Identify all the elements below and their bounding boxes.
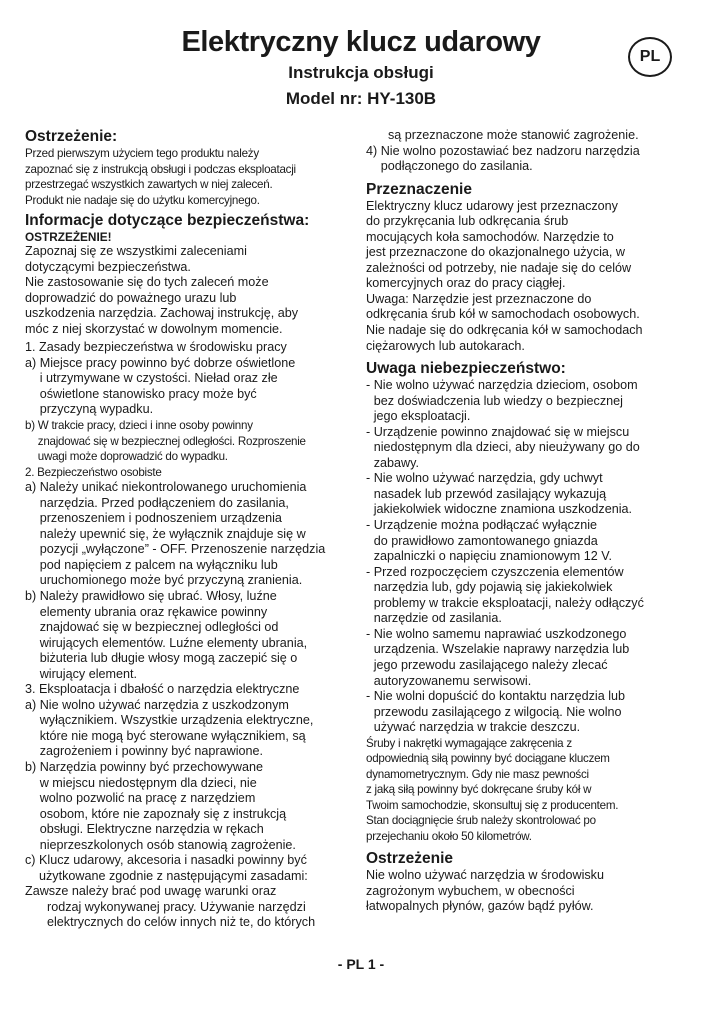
document-title: Elektryczny klucz udarowy	[181, 26, 541, 58]
danger-bullet	[366, 627, 702, 689]
item-marker: b)	[25, 760, 40, 774]
danger-bullet	[366, 425, 702, 472]
item-marker: a)	[25, 480, 40, 495]
danger-bullet	[366, 471, 702, 518]
bullet-marker: -	[366, 424, 374, 439]
item-text: Nie wolno używać narzędzia z uszkodzonym wyłącznikiem. Wszystkie urządzenia elektryczne, które nie mogą być sterowane wyłącznikiem, są zagrożeniem i powinny być naprawione.	[39, 697, 314, 759]
bullet-text: Nie wolno używać narzędzia dzieciom, osobom bez doświadczenia lub wiedzy o bezpiecznej jego eksploatacji.	[373, 378, 638, 424]
danger-bullet	[366, 565, 702, 627]
item-marker: a)	[25, 355, 40, 370]
purpose-text: Elektryczny klucz udarowy jest przeznaczony do przykręcania lub odkręcania śrub mocujących koła samochodów. Narzędzie to jest przeznaczone do okazjonalnego użycia, w zależności od potrzeby, nie nadaje się do celów komercyjnych oraz do pracy ciągłej. Uwaga: Narzędzie jest przeznaczone do odkręcania śrub kół w samochodach osobowych. Nie nadaje się do odkręcania kół w samochodach ciężarowych lub autokarach.	[366, 198, 643, 353]
left-column	[25, 128, 360, 931]
bullet-text: Urządzenie powinno znajdować się w miejscu niedostępnym dla dzieci, aby nieużywany go do zabawy.	[373, 424, 640, 470]
page-number: - PL 1 -	[337, 956, 385, 972]
bolts-text: Śruby i nakrętki wymagające zakręcenia z odpowiednią siłą powinny być dociągane kluczem dynamometrycznym. Gdy nie masz pewności z jaką siłą powinny być dokręcane śruby kół w Twoim samochodzie, skonsultuj się z producentem. Stan dociągnięcie śrub należy skontrolować po przejechaniu około 50 kilometrów.	[366, 736, 619, 843]
danger-bullet	[366, 518, 702, 565]
section-3-item-4	[366, 144, 702, 175]
bullet-marker: -	[366, 378, 374, 393]
danger-heading: Uwaga niebezpieczeństwo:	[366, 360, 566, 378]
right-column	[366, 128, 702, 915]
purpose-heading: Przeznaczenie	[366, 180, 472, 198]
warning-heading: Ostrzeżenie:	[25, 128, 118, 145]
section-3-always-continued: rodzaj wykonywanej pracy. Używanie narzędzi elektrycznych do celów innych niż te, do których	[47, 899, 316, 930]
warning-text: Przed pierwszym użyciem tego produktu należy zapoznać się z instrukcją obsługi i podczas eksploatacji przestrzegać wszystkich zawartych w niej zaleceń. Produkt nie nadaje się do użytku komercyjnego.	[25, 147, 296, 207]
section-1-item-b	[25, 418, 360, 465]
section-3-always: Zawsze należy brać pod uwagę warunki oraz	[25, 884, 277, 899]
bullet-text: Nie wolno samemu naprawiać uszkodzonego urządzenia. Wszelakie naprawy narzędzia lub jego przewodu zasilającego należy zlecać autoryzowanemu serwisowi.	[373, 626, 630, 688]
bullet-marker: -	[366, 518, 374, 533]
danger-bullet	[366, 378, 702, 425]
continued-text: są przeznaczone może stanowić zagrożenie.	[388, 128, 639, 142]
bullet-text: Urządzenie można podłączać wyłącznie do prawidłowo zamontowanego gniazda zapalniczki o napięciu znamionowym 12 V.	[373, 518, 612, 564]
bullet-text: Nie wolno używać narzędzia, gdy uchwyt nasadek lub przewód zasilający wykazują jakiekolwiek widoczne znamiona uszkodzenia.	[373, 471, 633, 517]
warning2-text: Nie wolno używać narzędzia w środowisku zagrożonym wybuchem, w obecności łatwopalnych płynów, gazów bądź pyłów.	[366, 868, 604, 914]
section-1-item-a	[25, 356, 360, 418]
item-text: Nie wolno pozostawiać bez nadzoru narzędzia podłączonego do zasilania.	[380, 143, 640, 174]
section-2-title: 2. Bezpieczeństwo osobiste	[25, 465, 162, 479]
safety-text: Zapoznaj się ze wszystkimi zaleceniami dotyczącymi bezpieczeństwa. Nie zastosowanie się do tych zaleceń może doprowadzić do poważnego urazu lub uszkodzenia narzędzia. Zachowaj instrukcję, aby móc z niej skorzystać w dowolnym momencie.	[25, 244, 299, 336]
item-text: Należy unikać niekontrolowanego uruchomienia narzędzia. Przed podłączeniem do zasilania, przenoszeniem i podnoszeniem urządzenia należy upewnić się, że wyłącznik znajduje się w pozycji „wyłączone” - OFF. Przenoszenie narzędzia pod napięciem z palcem na wyłączniku lub uruchomionego może być przyczyną zranienia.	[39, 480, 326, 588]
item-marker: a)	[25, 697, 40, 712]
warning2-heading: Ostrzeżenie	[366, 850, 454, 868]
bullet-marker: -	[366, 689, 374, 704]
section-1-title: 1. Zasady bezpieczeństwa w środowisku pracy	[25, 340, 287, 355]
item-text: Należy prawidłowo się ubrać. Włosy, luźne elementy ubrania oraz rękawice powinny znajdować się w bezpiecznej odległości od wirujących elementów. Luźne elementy ubrania, biżuteria lub długie włosy mogą zaczepić się o wirujący element.	[39, 588, 308, 681]
safety-subheading: OSTRZEŻENIE!	[25, 230, 112, 244]
item-marker: 4)	[366, 143, 381, 158]
bullet-marker: -	[366, 471, 374, 486]
item-text: Miejsce pracy powinno być dobrze oświetlone i utrzymywane w czystości. Nieład oraz złe oświetlone stanowisko pracy może być przyczyną wypadku.	[39, 355, 296, 417]
language-badge: PL	[628, 37, 672, 77]
item-text: Klucz udarowy, akcesoria i nasadki powinny być użytkowane zgodnie z następującymi zasadami:	[39, 853, 308, 883]
danger-bullet	[366, 689, 702, 736]
bullet-marker: -	[366, 564, 374, 579]
model-number: Model nr: HY-130B	[285, 89, 437, 108]
item-marker: c)	[25, 853, 39, 868]
section-2-item-b	[25, 589, 360, 682]
document-subtitle: Instrukcja obsługi	[288, 63, 434, 82]
item-text: Narzędzia powinny być przechowywane w miejscu niedostępnym dla dzieci, nie wolno pozwolić na pracę z narzędziem osobom, które nie zapoznały się z instrukcją obsługi. Elektryczne narzędzia w rękach nieprzeszkolonych osób stanowią zagrożenie.	[39, 760, 296, 852]
item-marker: b)	[25, 419, 38, 433]
bullet-text: Nie wolni dopuścić do kontaktu narzędzia lub przewodu zasilającego z wilgocią. Nie wolno używać narzędzia w trakcie deszczu.	[373, 689, 626, 735]
section-2-item-a	[25, 480, 360, 589]
section-3-title: 3. Eksploatacja i dbałość o narzędzia elektryczne	[25, 682, 300, 697]
bullet-text: Przed rozpoczęciem czyszczenia elementów narzędzia lub, gdy pojawią się jakiekolwiek problemy w trakcie eksploatacji, należy odłączyć narzędzie od zasilania.	[373, 564, 644, 626]
section-3-item-b	[25, 760, 360, 853]
bullet-marker: -	[366, 626, 374, 641]
safety-heading: Informacje dotyczące bezpieczeństwa:	[25, 212, 310, 229]
section-3-item-a	[25, 698, 360, 760]
item-marker: b)	[25, 588, 40, 603]
item-text: W trakcie pracy, dzieci i inne osoby powinny znajdować się w bezpiecznej odległości. Rozproszenie uwagi może doprowadzić do wypadku.	[37, 419, 306, 464]
section-3-item-c	[25, 853, 360, 884]
